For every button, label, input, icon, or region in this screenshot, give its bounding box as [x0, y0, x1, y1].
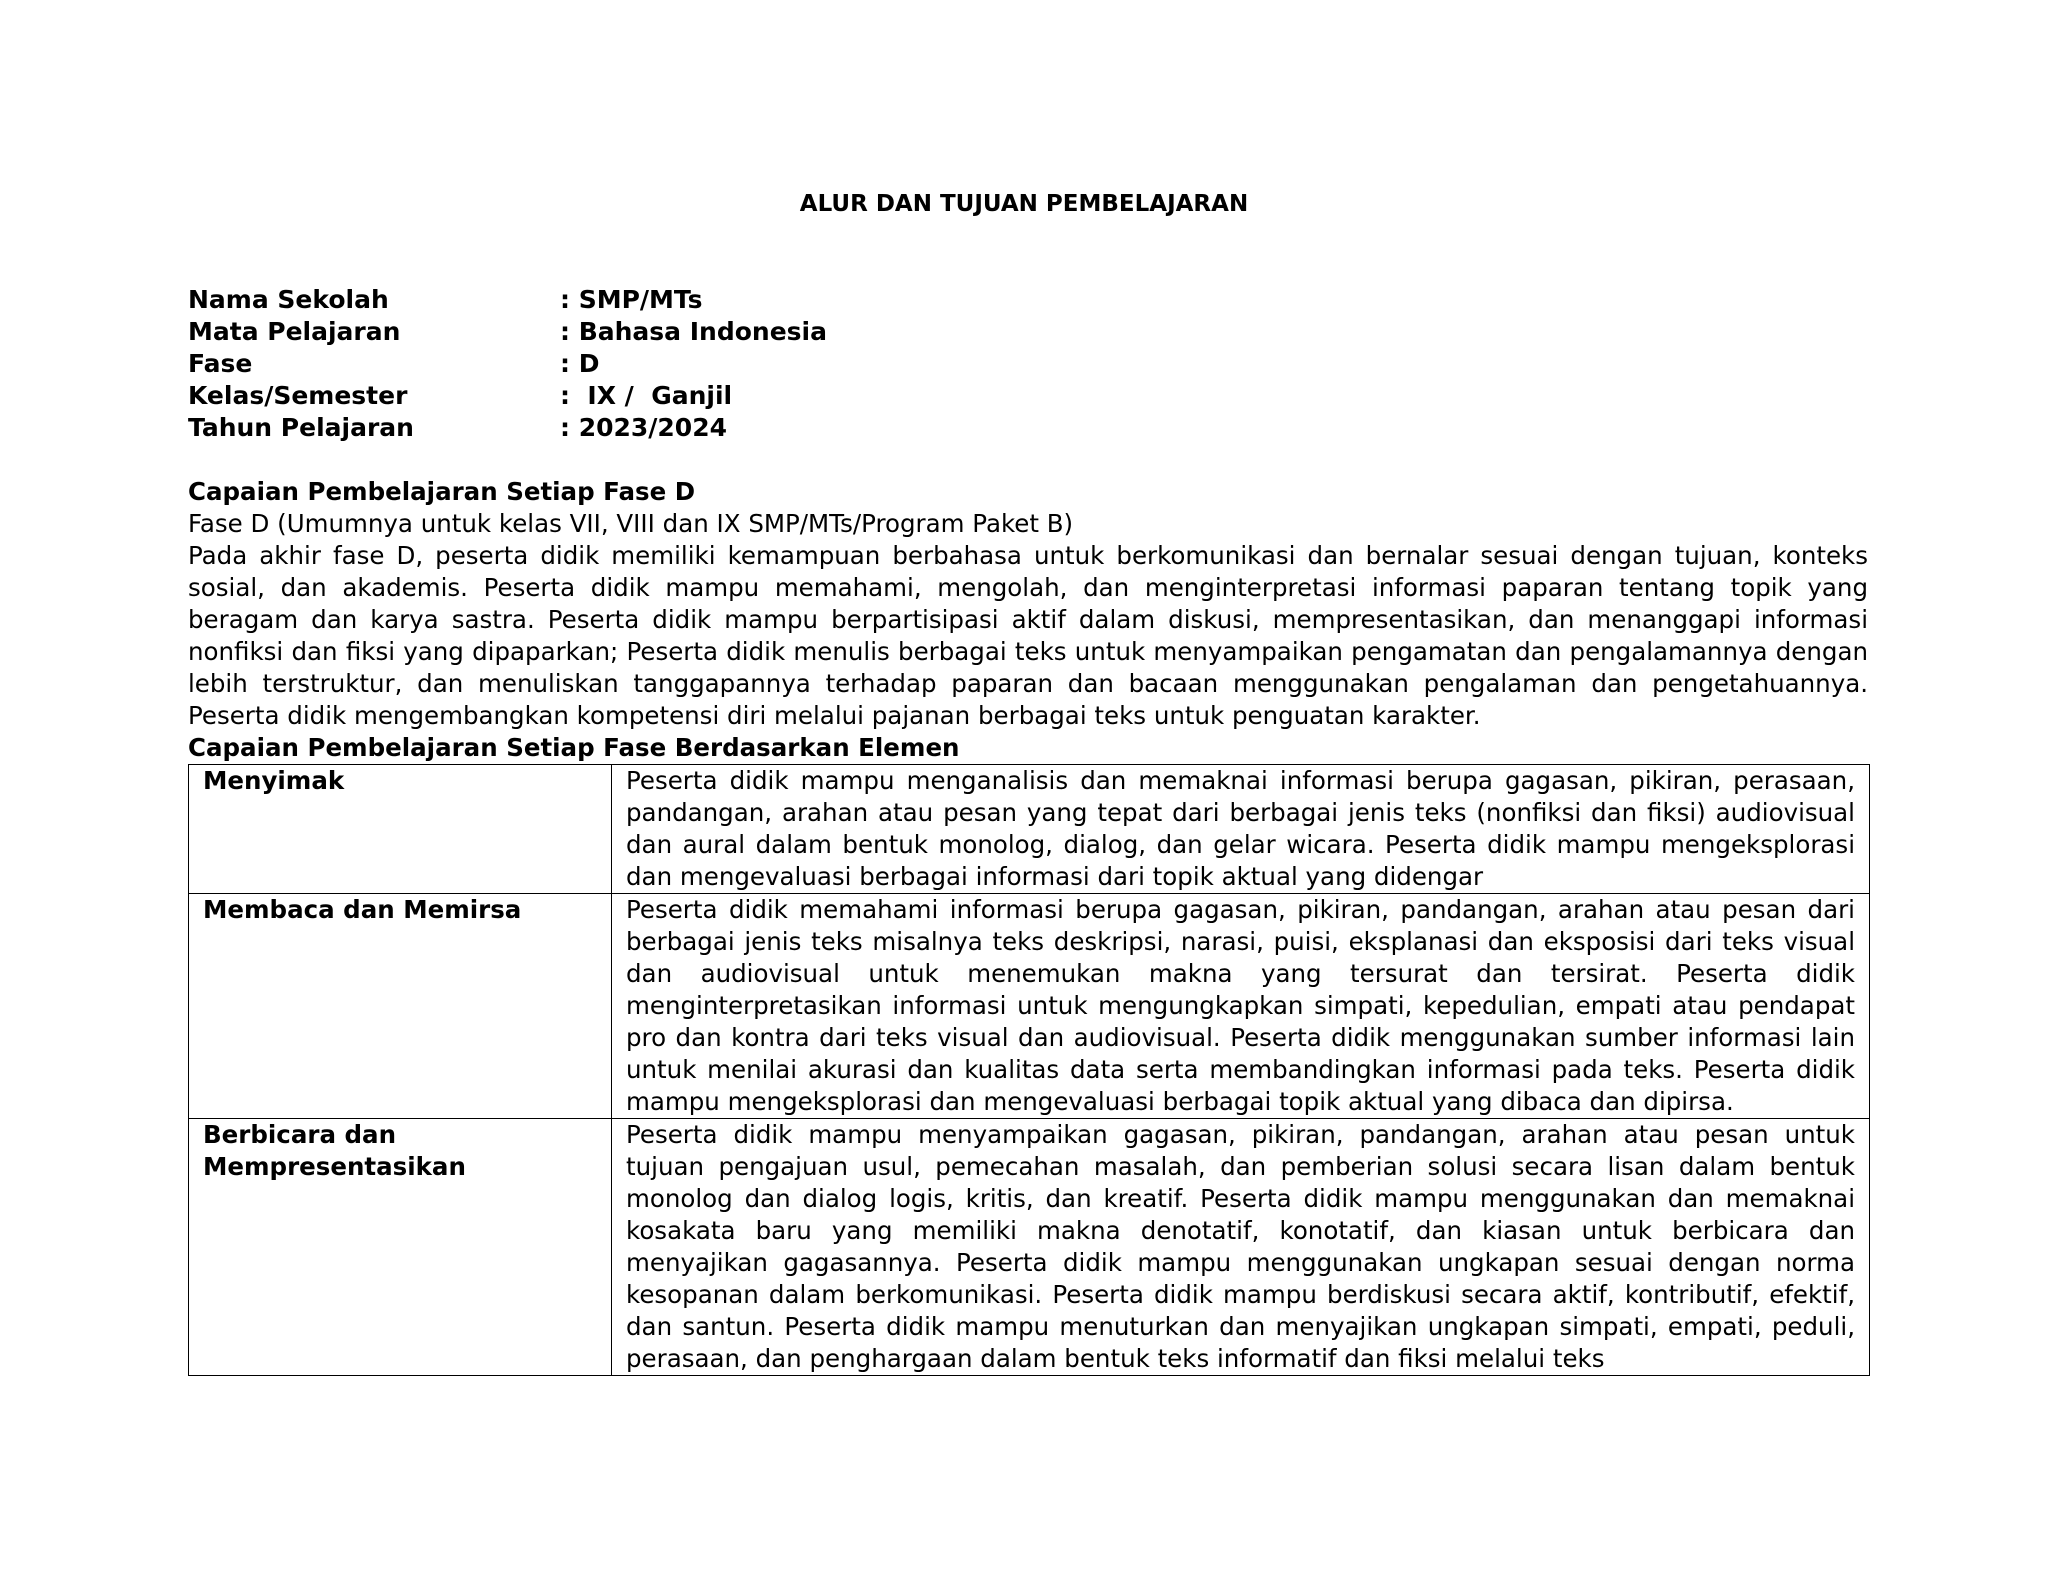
info-label: Kelas/Semester — [188, 381, 408, 410]
info-row-class-semester — [188, 380, 827, 412]
table-row — [189, 894, 1870, 1119]
info-value: : D — [560, 349, 600, 378]
capaian-subheading: Fase D (Umumnya untuk kelas VII, VIII dan IX SMP/MTs/Program Paket B) — [188, 509, 1074, 538]
elemen-table — [188, 764, 1870, 1376]
identity-block — [188, 284, 827, 444]
element-name: Membaca dan Memirsa — [189, 894, 612, 1119]
info-value: : IX / Ganjil — [560, 381, 733, 410]
info-row-school — [188, 284, 827, 316]
info-label: Tahun Pelajaran — [188, 413, 414, 442]
element-description: Peserta didik memahami informasi berupa gagasan, pikiran, pandangan, arahan atau pesan dari berbagai jenis teks misalnya teks deskripsi, narasi, puisi, eksplanasi dan eksposisi dari teks visual dan audiovisual untuk menemukan makna yang tersurat dan tersirat. Peserta didik menginterpretasikan informasi untuk mengungkapkan simpati, kepedulian, empati atau pendapat pro dan kontra dari teks visual dan audiovisual. Peserta didik menggunakan sumber informasi lain untuk menilai akurasi dan kualitas data serta membandingkan informasi pada teks. Peserta didik mampu mengeksplorasi dan mengevaluasi berbagai topik aktual yang dibaca dan dipirsa. — [612, 894, 1870, 1119]
capaian-section — [188, 476, 1868, 1376]
element-name: Menyimak — [189, 765, 612, 894]
info-label: Nama Sekolah — [188, 285, 389, 314]
document-title: ALUR DAN TUJUAN PEMBELAJARAN — [799, 191, 1249, 217]
capaian-heading: Capaian Pembelajaran Setiap Fase D — [188, 477, 696, 506]
table-row — [189, 1119, 1870, 1376]
element-description: Peserta didik mampu menganalisis dan memaknai informasi berupa gagasan, pikiran, perasaan, pandangan, arahan atau pesan yang tepat dari berbagai jenis teks (nonfiksi dan fiksi) audiovisual dan aural dalam bentuk monolog, dialog, dan gelar wicara. Peserta didik mampu mengeksplorasi dan mengevaluasi berbagai informasi dari topik aktual yang didengar — [612, 765, 1870, 894]
element-description: Peserta didik mampu menyampaikan gagasan, pikiran, pandangan, arahan atau pesan untuk tujuan pengajuan usul, pemecahan masalah, dan pemberian solusi secara lisan dalam bentuk monolog dan dialog logis, kritis, dan kreatif. Peserta didik mampu menggunakan dan memaknai kosakata baru yang memiliki makna denotatif, konotatif, dan kiasan untuk berbicara dan menyajikan gagasannya. Peserta didik mampu menggunakan ungkapan sesuai dengan norma kesopanan dalam berkomunikasi. Peserta didik mampu berdiskusi secara aktif, kontributif, efektif, dan santun. Peserta didik mampu menuturkan dan menyajikan ungkapan simpati, empati, peduli, perasaan, dan penghargaan dalam bentuk teks informatif dan fiksi melalui teks — [612, 1119, 1870, 1376]
info-label: Mata Pelajaran — [188, 317, 401, 346]
info-label: Fase — [188, 349, 253, 378]
info-value: : 2023/2024 — [560, 413, 727, 442]
table-row — [189, 765, 1870, 894]
info-row-academic-year — [188, 412, 827, 444]
info-value: : Bahasa Indonesia — [560, 317, 827, 346]
info-row-phase — [188, 348, 827, 380]
elemen-heading: Capaian Pembelajaran Setiap Fase Berdasarkan Elemen — [188, 733, 960, 762]
element-name: Berbicara dan Mempresentasikan — [189, 1119, 612, 1376]
info-value: : SMP/MTs — [560, 285, 703, 314]
capaian-paragraph: Pada akhir fase D, peserta didik memiliki kemampuan berbahasa untuk berkomunikasi dan bernalar sesuai dengan tujuan, konteks sosial, dan akademis. Peserta didik mampu memahami, mengolah, dan menginterpretasi informasi paparan tentang topik yang beragam dan karya sastra. Peserta didik mampu berpartisipasi aktif dalam diskusi, mempresentasikan, dan menanggapi informasi nonfiksi dan fiksi yang dipaparkan; Peserta didik menulis berbagai teks untuk menyampaikan pengamatan dan pengalamannya dengan lebih terstruktur, dan menuliskan tanggapannya terhadap paparan dan bacaan menggunakan pengalaman dan pengetahuannya. Peserta didik mengembangkan kompetensi diri melalui pajanan berbagai teks untuk penguatan karakter. — [188, 541, 1868, 730]
info-row-subject — [188, 316, 827, 348]
